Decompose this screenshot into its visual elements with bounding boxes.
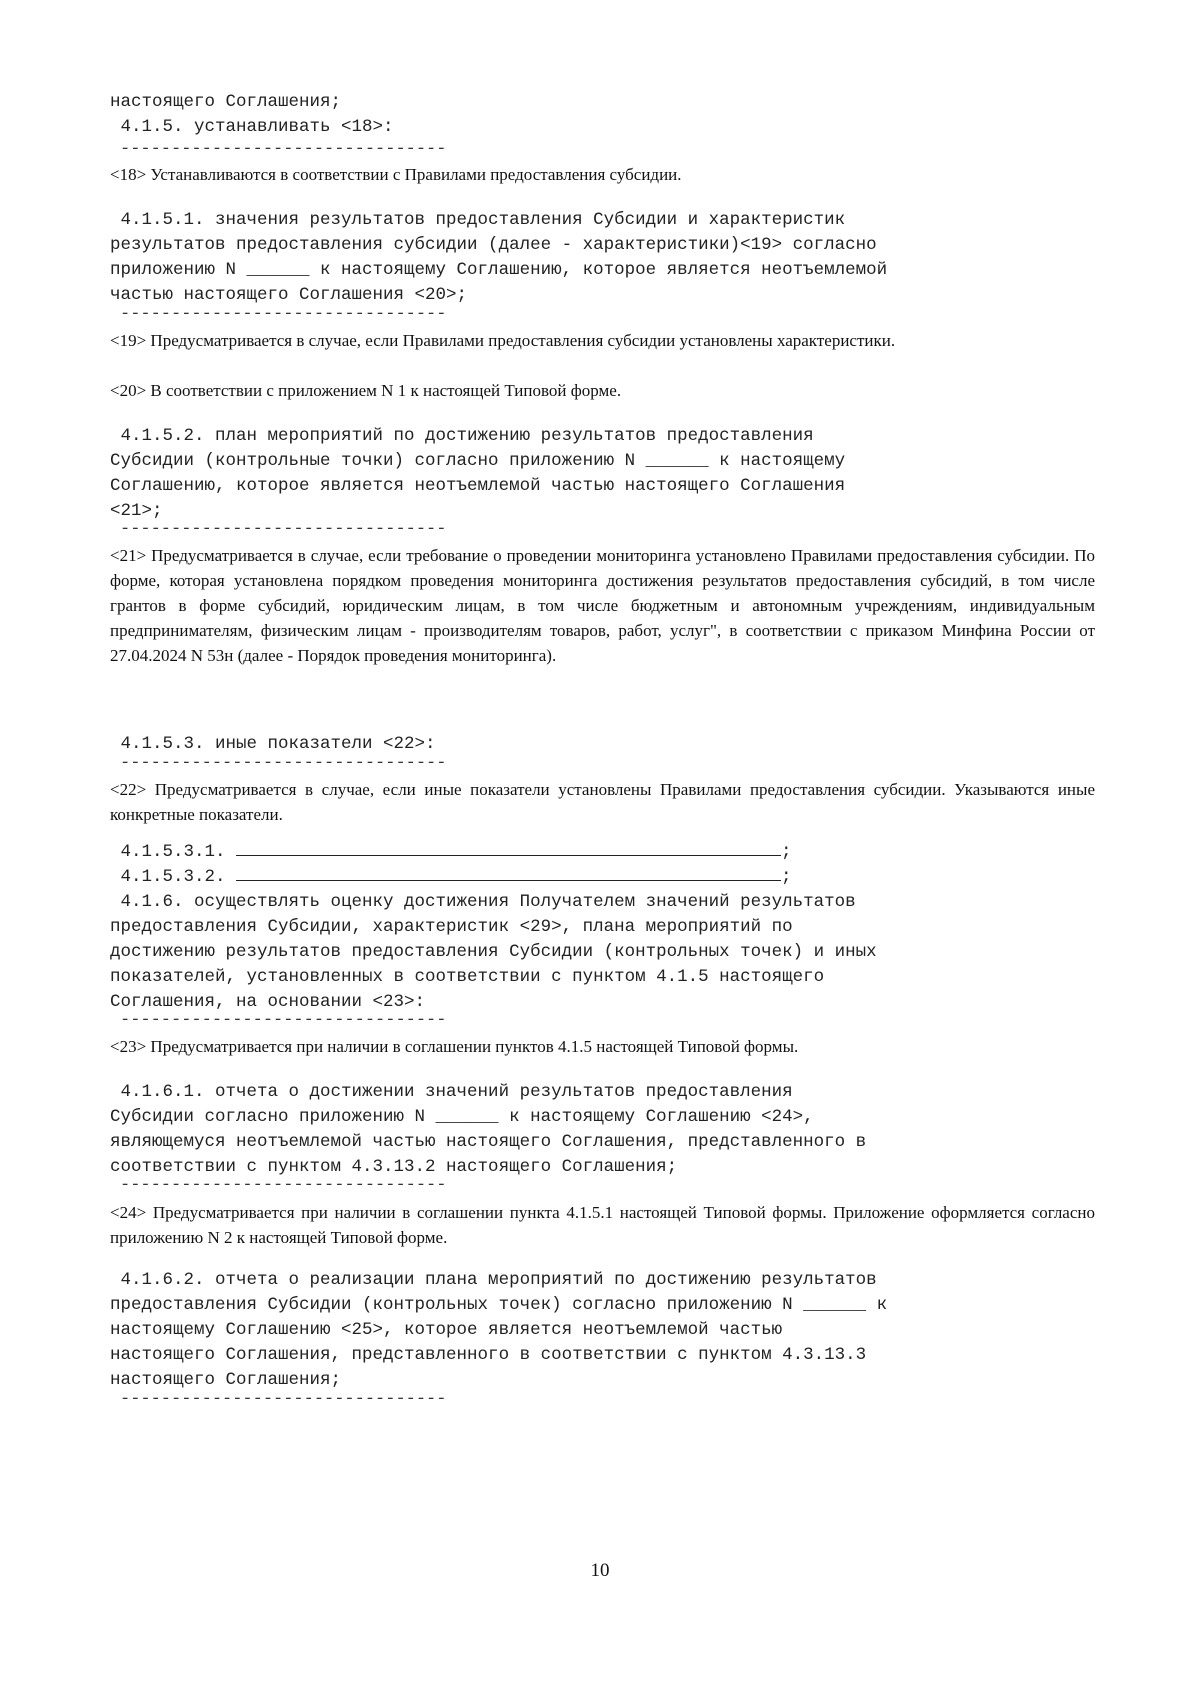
clause-4-1-5-3-2-label: 4.1.5.3.2.: [110, 867, 226, 887]
footnote-24: <24> Предусматривается при наличии в соглашении пункта 4.1.5.1 настоящей Типовой формы. Приложение оформляется согласно приложению N 2 к настоящей Типовой форме.: [110, 1203, 1095, 1247]
clause-4-1-6-2-line5: настоящего Соглашения;: [110, 1370, 342, 1390]
clause-4-1-6-1-line1: 4.1.6.1. отчета о достижении значений результатов предоставления: [110, 1082, 793, 1102]
clause-4-1-6-1-line3: являющемуся неотъемлемой частью настоящего Соглашения, представленного в: [110, 1132, 867, 1152]
footnote-22: <22> Предусматривается в случае, если иные показатели установлены Правилами предоставления субсидии. Указываются иные конкретные показатели.: [110, 780, 1095, 824]
clause-4-1-6-line3: достижению результатов предоставления Субсидии (контрольных точек) и иных: [110, 942, 877, 962]
clause-4-1-6-2-line3: настоящему Соглашению <25>, которое является неотъемлемой частью: [110, 1320, 783, 1340]
footnote-separator: --------------------------------: [120, 1011, 447, 1030]
clause-4-1-6-1-line2: Субсидии согласно приложению N ______ к настоящему Соглашению <24>,: [110, 1107, 814, 1127]
clause-4-1-6-2-line4: настоящего Соглашения, представленного в соответствии с пунктом 4.3.13.3: [110, 1345, 867, 1365]
clause-4-1-5: 4.1.5. устанавливать <18>:: [110, 117, 394, 137]
clause-4-1-5-1-line2: результатов предоставления субсидии (далее - характеристики)<19> согласно: [110, 235, 877, 255]
footnote-19: <19> Предусматривается в случае, если Правилами предоставления субсидии установлены характеристики.: [110, 331, 896, 350]
semicolon: ;: [781, 842, 792, 862]
clause-4-1-5-1-line3: приложению N ______ к настоящему Соглашению, которое является неотъемлемой: [110, 260, 888, 280]
clause-4-1-6-line2: предоставления Субсидии, характеристик <29>, плана мероприятий по: [110, 917, 793, 937]
footnote-separator: --------------------------------: [120, 754, 447, 773]
clause-4-1-5-3: 4.1.5.3. иные показатели <22>:: [110, 734, 436, 754]
footnote-21: <21> Предусматривается в случае, если требование о проведении мониторинга установлено Правилами предоставления субсидии. По форме, которая установлена порядком проведения мониторинга достижения результатов предоставления субсидий, в том числе грантов в форме субсидий, юридическим лицам, в том числе бюджетным и автономным учреждениям, индивидуальным предпринимателям, физическим лицам - производителям товаров, работ, услуг", в соответствии с приказом Минфина России от 27.04.2024 N 53н (далее - Порядок проведения мониторинга).: [110, 546, 1095, 665]
fill-in-blank: [236, 866, 781, 881]
clause-4-1-5-3-2: [110, 865, 1095, 890]
footnote-separator: --------------------------------: [120, 1176, 447, 1195]
footnote-separator: --------------------------------: [120, 520, 447, 539]
clause-4-1-6-line5: Соглашения, на основании <23>:: [110, 992, 426, 1012]
clause-4-1-6-line4: показателей, установленных в соответствии с пунктом 4.1.5 настоящего: [110, 967, 825, 987]
clause-4-1-5-3-1-label: 4.1.5.3.1.: [110, 842, 226, 862]
clause-4-1-6-line1: 4.1.6. осуществлять оценку достижения Получателем значений результатов: [110, 892, 856, 912]
footnote-separator: --------------------------------: [120, 305, 447, 324]
clause-4-1-5-2-line2: Субсидии (контрольные точки) согласно приложению N ______ к настоящему: [110, 451, 846, 471]
clause-4-1-5-2-line4: <21>;: [110, 501, 163, 521]
clause-4-1-6-1-line4: соответствии с пунктом 4.3.13.2 настоящего Соглашения;: [110, 1157, 678, 1177]
clause-4-1-5-1-line1: 4.1.5.1. значения результатов предоставления Субсидии и характеристик: [110, 210, 846, 230]
page-number: 10: [590, 1560, 610, 1581]
clause-4-1-5-2-line1: 4.1.5.2. план мероприятий по достижению результатов предоставления: [110, 426, 814, 446]
footnote-20: <20> В соответствии с приложением N 1 к настоящей Типовой форме.: [110, 381, 622, 400]
clause-4-1-5-1-line4: частью настоящего Соглашения <20>;: [110, 285, 468, 305]
clause-4-1-5-3-1: [110, 840, 1095, 865]
footnote-separator: --------------------------------: [120, 1390, 447, 1409]
fill-in-blank: [236, 841, 781, 856]
footnote-separator: --------------------------------: [120, 140, 447, 159]
clause-4-1-6-2-line2: предоставления Субсидии (контрольных точек) согласно приложению N ______ к: [110, 1295, 888, 1315]
semicolon: ;: [781, 867, 792, 887]
clause-4-1-5-2-line3: Соглашению, которое является неотъемлемой частью настоящего Соглашения: [110, 476, 846, 496]
footnote-23: <23> Предусматривается при наличии в соглашении пунктов 4.1.5 настоящей Типовой формы.: [110, 1037, 799, 1056]
footnote-18: <18> Устанавливаются в соответствии с Правилами предоставления субсидии.: [110, 165, 682, 184]
text-line: настоящего Соглашения;: [110, 92, 342, 112]
clause-4-1-6-2-line1: 4.1.6.2. отчета о реализации плана мероприятий по достижению результатов: [110, 1270, 877, 1290]
